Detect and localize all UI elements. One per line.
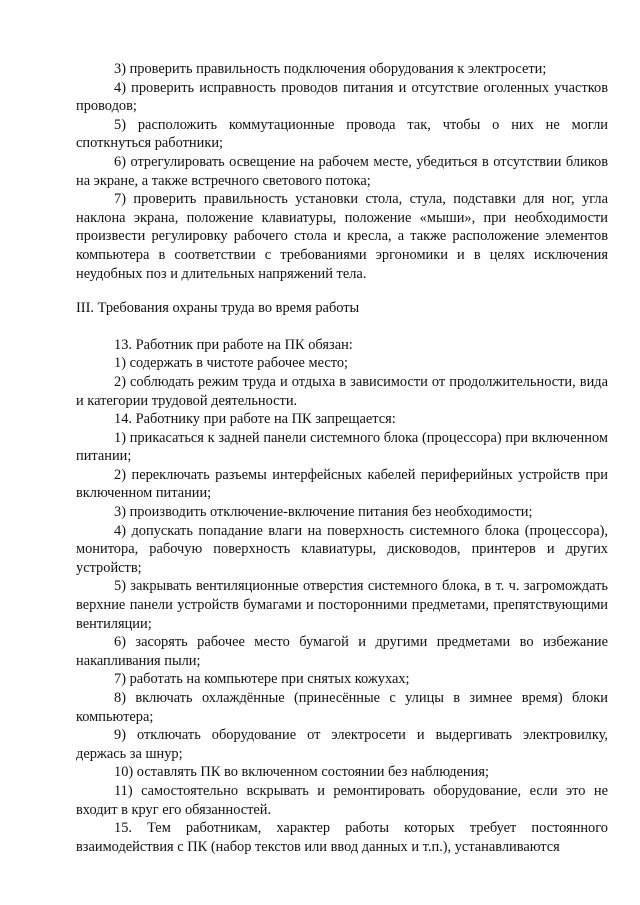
section-heading: III. Требования охраны труда во время работы [76,300,360,317]
paragraph-14-item-2: 2) переключать разъемы интерфейсных кабелей периферийных устройств при включенном питании; [76,466,608,502]
paragraph-item-3: 3) проверить правильность подключения оборудования к электросети; [114,61,547,77]
paragraph-14-item-10: 10) оставлять ПК во включенном состоянии без наблюдения; [114,764,489,781]
paragraph-14-item-3: 3) производить отключение-включение питания без необходимости; [114,504,533,521]
paragraph-14-item-5: 5) закрывать вентиляционные отверстия системного блока, в т. ч. загромождать верхние панели устройств бумагами и посторонними предметами, препятствующими вентиляции; [76,578,608,632]
paragraph-14: 14. Работнику при работе на ПК запрещается: [114,411,396,428]
paragraph-13-item-1: 1) содержать в чистоте рабочее место; [114,355,349,372]
paragraph-item-7: 7) проверить правильность установки стола, стула, подставки для ног, угла наклона экрана, положение клавиатуры, положение «мыши», при необходимости произвести регулировку рабочего стола и кресла, а также расположение элементов компьютера в соответствии с требованиями эргономики и в целях исключения неудобных поз и длительных напряжений тела. [76,191,608,282]
paragraph-14-item-7: 7) работать на компьютере при снятых кожухах; [114,671,410,688]
paragraph-14-item-9: 9) отключать оборудование от электросети и выдергивать электровилку, держась за шнур; [76,727,608,762]
paragraph-14-item-8: 8) включать охлаждённые (принесённые с улицы в зимнее время) блоки компьютера; [76,690,608,725]
paragraph-13: 13. Работник при работе на ПК обязан: [114,336,353,353]
paragraph-item-4: 4) проверить исправность проводов питания и отсутствие оголенных участков проводов; [76,79,608,115]
paragraph-14-item-4: 4) допускать попадание влаги на поверхность системного блока (процессора), монитора, рабочую поверхность клавиатуры, дисководов, принтеров и других устройств; [76,522,608,576]
paragraph-14-item-11: 11) самостоятельно вскрывать и ремонтировать оборудование, если это не входит в круг его обязанностей. [76,782,608,818]
paragraph-14-item-6: 6) засорять рабочее место бумагой и другими предметами во избежание накапливания пыли; [76,634,608,669]
paragraph-item-5: 5) расположить коммутационные провода так, чтобы о них не могли споткнуться работники; [76,116,608,152]
paragraph-15: 15. Тем работникам, характер работы которых требует постоянного взаимодействия с ПК (набор текстов или ввод данных и т.п.), устанавливаются [76,820,608,855]
paragraph-item-6: 6) отрегулировать освещение на рабочем месте, убедиться в отсутствии бликов на экране, а также встречного светового потока; [76,153,608,189]
paragraph-13-item-2: 2) соблюдать режим труда и отдыха в зависимости от продолжительности, вида и категории трудовой деятельности. [76,373,608,409]
document-body [76,60,608,856]
paragraph-14-item-1: 1) прикасаться к задней панели системного блока (процессора) при включенном питании; [76,429,608,465]
